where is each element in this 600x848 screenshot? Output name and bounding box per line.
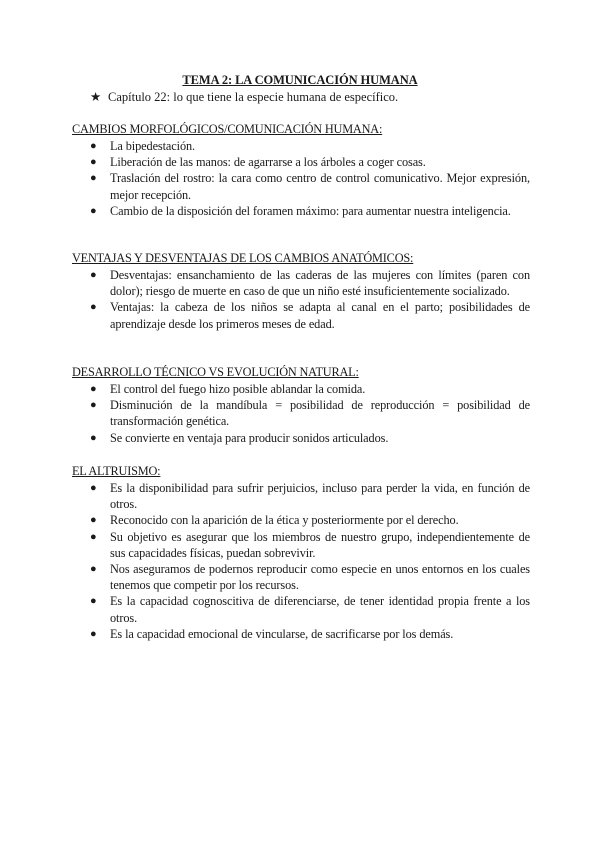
list-item	[72, 512, 530, 528]
list-item	[72, 430, 530, 446]
bullet-list	[72, 381, 530, 446]
section-heading: CAMBIOS MORFOLÓGICOS/COMUNICACIÓN HUMANA:	[72, 122, 383, 136]
bullet-icon: ●	[90, 301, 97, 314]
bullet-icon: ●	[90, 431, 97, 444]
bullet-icon: ●	[90, 383, 97, 395]
bullet-icon: ●	[90, 482, 97, 494]
bullet-icon: ●	[90, 156, 97, 169]
list-item	[72, 626, 530, 642]
bullet-icon: ●	[90, 514, 97, 527]
section-altruismo	[72, 463, 530, 642]
list-item-text: Liberación de las manos: de agarrarse a los árboles a coger cosas.	[110, 155, 426, 170]
bullet-list	[72, 480, 530, 642]
star-icon: ★	[90, 90, 102, 104]
list-item-text: Se convierte en ventaja para producir sonidos articulados.	[110, 430, 389, 445]
list-item-text: Desventajas: ensanchamiento de las caderas de las mujeres con límites (paren con dolor); riesgo de muerte en caso de que un niño esté insuficientemente socializado.	[110, 268, 530, 299]
list-item	[72, 397, 530, 429]
list-item	[72, 170, 530, 202]
bullet-icon: ●	[90, 627, 97, 640]
section-heading: VENTAJAS Y DESVENTAJAS DE LOS CAMBIOS ANATÓMICOS:	[72, 251, 414, 265]
section-ventajas-desventajas	[72, 250, 530, 332]
list-item	[72, 529, 530, 561]
list-item-text: Disminución de la mandíbula = posibilidad de reproducción = posibilidad de transformación genética.	[110, 398, 530, 429]
bullet-icon: ●	[90, 204, 97, 217]
document-title: TEMA 2: LA COMUNICACIÓN HUMANA	[182, 73, 418, 87]
list-item-text: Nos aseguramos de podernos reproducir como especie en unos entornos en los cuales tenemos que competir por los recursos.	[110, 562, 530, 593]
chapter-note-text: Capítulo 22: lo que tiene la especie humana de específico.	[108, 90, 399, 104]
bullet-icon: ●	[90, 269, 97, 281]
bullet-icon: ●	[90, 595, 97, 608]
bullet-icon: ●	[90, 530, 97, 543]
bullet-list	[72, 138, 530, 219]
list-item	[72, 267, 530, 299]
list-item-text: Es la capacidad emocional de vincularse, de sacrificarse por los demás.	[110, 626, 454, 641]
list-item	[72, 299, 530, 331]
list-item	[72, 593, 530, 625]
list-item-text: Es la capacidad cognoscitiva de diferenciarse, de tener identidad propia frente a los otros.	[110, 594, 530, 625]
list-item	[72, 561, 530, 593]
bullet-icon: ●	[90, 172, 97, 185]
bullet-icon: ●	[90, 399, 97, 412]
bullet-list	[72, 267, 530, 332]
section-cambios-morfologicos	[72, 121, 530, 219]
bullet-icon: ●	[90, 140, 97, 152]
list-item-text: Cambio de la disposición del foramen máximo: para aumentar nuestra inteligencia.	[110, 203, 511, 218]
list-item-text: La bipedestación.	[110, 139, 196, 153]
list-item-text: Traslación del rostro: la cara como centro de control comunicativo. Mejor expresión, mejor recepción.	[110, 171, 530, 202]
section-heading: DESARROLLO TÉCNICO VS EVOLUCIÓN NATURAL:	[72, 365, 359, 379]
list-item	[72, 480, 530, 512]
list-item-text: Su objetivo es asegurar que los miembros de nuestro grupo, independientemente de sus capacidades físicas, puedan sobrevivir.	[110, 529, 530, 560]
list-item	[72, 138, 530, 154]
bullet-icon: ●	[90, 563, 97, 576]
list-item	[72, 154, 530, 170]
list-item	[72, 381, 530, 397]
list-item-text: Reconocido con la aparición de la ética y posteriormente por el derecho.	[110, 513, 459, 528]
section-desarrollo-tecnico	[72, 364, 530, 446]
chapter-note	[90, 89, 398, 105]
list-item-text: Ventajas: la cabeza de los niños se adapta al canal en el parto; posibilidades de aprendizaje desde los primeros meses de edad.	[110, 300, 530, 331]
list-item	[72, 203, 530, 219]
section-heading: EL ALTRUISMO:	[72, 464, 161, 478]
list-item-text: Es la disponibilidad para sufrir perjuicios, incluso para perder la vida, en función de otros.	[110, 481, 530, 512]
list-item-text: El control del fuego hizo posible ablandar la comida.	[110, 382, 366, 396]
